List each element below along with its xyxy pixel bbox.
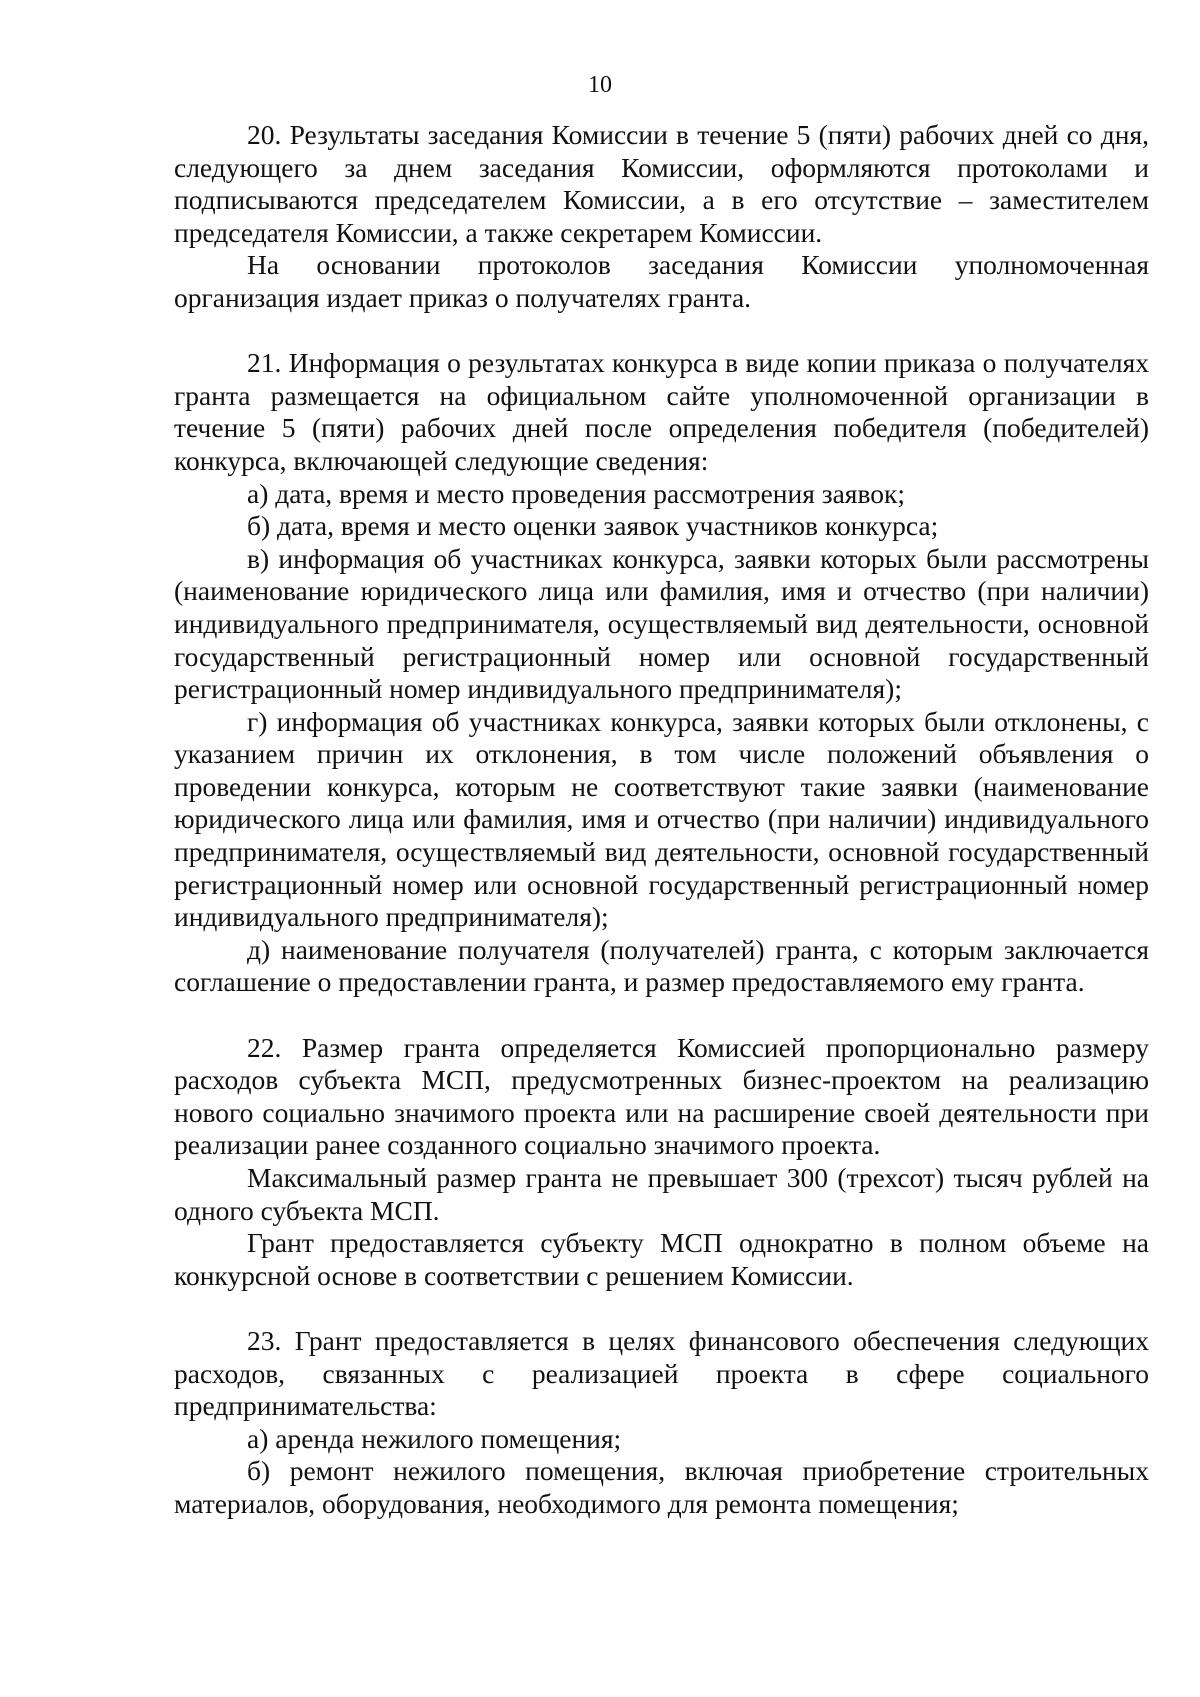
paragraph-p21-g: г) информация об участниках конкурса, заявки которых были отклонены, с указанием причин их отклонения, в том числе положений объявления о проведении конкурса, которым не соответствуют такие заявки (наименование юридического лица или фамилия, имя и отчество (при наличии) индивидуального предпринимателя, осуществляемый вид деятельности, основной государственный регистрационный номер или основной государственный регистрационный номер индивидуального предпринимателя);	[174, 705, 1149, 933]
paragraph-p22: 22. Размер гранта определяется Комиссией пропорционально размеру расходов субъекта МСП, предусмотренных бизнес-проектом на реализацию нового социально значимого проекта или на расширение своей деятельности при реализации ранее созданного социально значимого проекта.	[174, 1031, 1149, 1161]
document-body	[174, 119, 1149, 1521]
page-number: 10	[588, 72, 612, 98]
paragraph-p21-v: в) информация об участниках конкурса, заявки которых были рассмотрены (наименование юридического лица или фамилия, имя и отчество (при наличии) индивидуального предпринимателя, осуществляемый вид деятельности, основной государственный регистрационный номер или основной государственный регистрационный номер индивидуального предпринимателя);	[174, 542, 1149, 705]
paragraph-p21-a: а) дата, время и место проведения рассмотрения заявок;	[247, 477, 905, 509]
paragraph-p22-2: Максимальный размер гранта не превышает 300 (трехсот) тысяч рублей на одного субъекта МСП.	[174, 1162, 1149, 1226]
paragraph-p20: 20. Результаты заседания Комиссии в течение 5 (пяти) рабочих дней со дня, следующего за днем заседания Комиссии, оформляются протоколами и подписываются председателем Комиссии, а в его отсутствие – заместителем председателя Комиссии, а также секретарем Комиссии.	[174, 119, 1149, 248]
paragraph-p23-a: а) аренда нежилого помещения;	[247, 1422, 622, 1454]
paragraph-p23: 23. Грант предоставляется в целях финансового обеспечения следующих расходов, связанных с реализацией проекта в сфере социального предпринимательства:	[174, 1324, 1149, 1422]
paragraph-p21-b: б) дата, время и место оценки заявок участников конкурса;	[247, 510, 939, 542]
paragraph-p21: 21. Информация о результатах конкурса в виде копии приказа о получателях гранта размещается на официальном сайте уполномоченной организации в течение 5 (пяти) рабочих дней после определения победителя (победителей) конкурса, включающей следующие сведения:	[174, 347, 1149, 476]
paragraph-p23-b: б) ремонт нежилого помещения, включая приобретение строительных материалов, оборудования, необходимого для ремонта помещения;	[174, 1455, 1149, 1519]
paragraph-p22-3: Грант предоставляется субъекту МСП однократно в полном объеме на конкурсной основе в соответствии с решением Комиссии.	[174, 1227, 1149, 1291]
paragraph-p20-2: На основании протоколов заседания Комиссии уполномоченная организация издает приказ о получателях гранта.	[174, 249, 1149, 313]
paragraph-p21-d: д) наименование получателя (получателей) гранта, с которым заключается соглашение о предоставлении гранта, и размер предоставляемого ему гранта.	[174, 933, 1149, 998]
